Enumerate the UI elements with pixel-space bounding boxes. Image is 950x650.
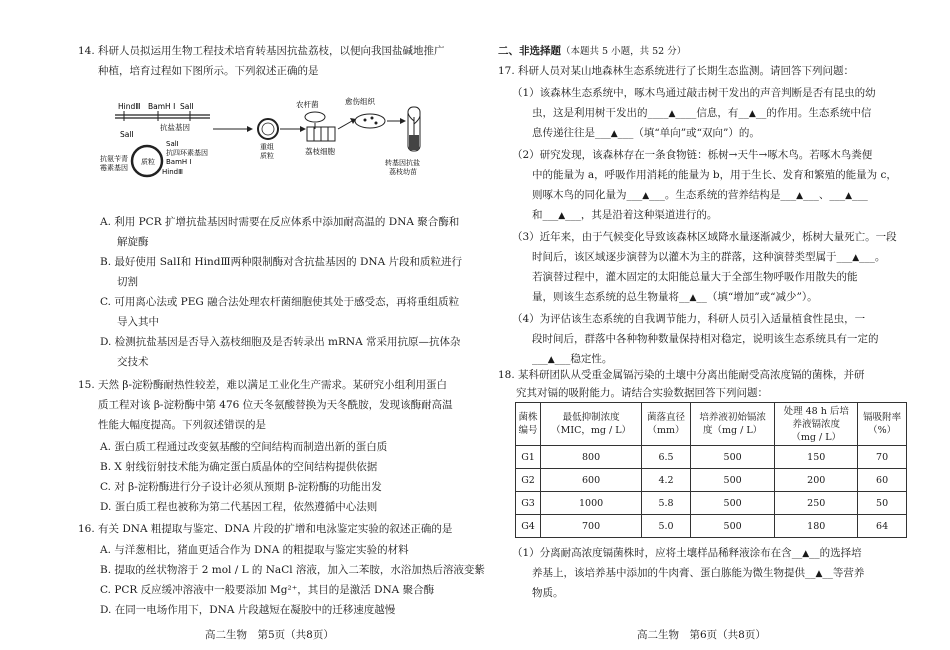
right-page-footer: 高二生物 第6页（共8页） [637,629,766,641]
blank-mark: ▲ [815,569,823,579]
table-row: G4 700 5.0 500 180 64 [516,515,907,538]
q17-3-line4: 量，则该生态系统的总生物量将__▲__（填“增加”或“减少”）。 [532,291,818,303]
q16-option-a: A. 与洋葱相比，猪血更适合作为 DNA 的粗提取与鉴定实验的材料 [100,544,409,556]
fig-plasmid-bam-label: BamH Ⅰ [166,158,192,166]
q14-option-d-line1: D. 检测抗盐基因是否导入荔枝细胞及是否转录出 mRNA 常采用抗原—抗体杂 [100,336,461,348]
fig-bamh1-label: BamH Ⅰ [148,102,176,111]
blank-mark: ▲ [642,191,650,201]
q17-2-line1: （2）研究发现，该森林存在一条食物链：栎树→天牛→啄木鸟。若啄木鸟粪便 [512,149,873,161]
q14-option-c-line2: 导入其中 [117,316,159,328]
blank-mark: ▲ [558,211,566,221]
table-row: G2 600 4.2 500 200 60 [516,469,907,492]
q16-stem: 16. 有关 DNA 粗提取与鉴定、DNA 片段的扩增和电泳鉴定实验的叙述正确的是 [78,523,453,535]
fig-plasmid-hind-label: HindⅢ [162,168,183,176]
fig-seedling-label2: 荔枝幼苗 [389,168,417,176]
q14-option-b-line1: B. 最好使用 SalⅠ和 HindⅢ两种限制酶对含抗盐基因的 DNA 片段和质粒进行 [100,256,463,268]
q15-option-a: A. 蛋白质工程通过改变氨基酸的空间结构而制造出新的蛋白质 [100,441,388,453]
q18-data-table [515,402,907,538]
col-header-diameter: 菌落直径 （mm） [642,403,691,446]
q17-1-line1: （1）该森林生态系统中，啄木鸟通过敲击树干发出的声音判断是否有昆虫的幼 [512,87,876,99]
fig-amp-label: 抗氨苄青 [100,155,128,163]
fig-seedling-label: 转基因抗盐 [385,159,420,167]
q15-option-d: D. 蛋白质工程也被称为第二代基因工程，依然遵循中心法则 [100,501,378,513]
q15-option-c: C. 对 β-淀粉酶进行分子设计必须从预期 β-淀粉酶的功能出发 [100,481,382,493]
fig-recomb-label2: 质粒 [260,152,274,160]
q17-2-line2: 中的能量为 a，呼吸作用消耗的能量为 b，用于生长、发育和繁殖的能量为 c， [532,169,897,181]
fig-agro-label: 农杆菌 [296,100,319,109]
q14-stem-line1: 14. 科研人员拟运用生物工程技术培育转基因抗盐荔枝，以便向我国盐碱地推广 [78,45,445,57]
blank-mark: ▲ [845,191,853,201]
blank-mark: ▲ [852,253,860,263]
q17-1-line2: 虫，这是利用树干发出的____▲____信息，有__▲__的作用。生态系统中信 [532,107,872,119]
q14-stem-line2: 种植，培育过程如下图所示。下列叙述正确的是 [98,65,319,77]
col-header-adsorption: 镉吸附率 （%） [858,403,907,446]
q18-1-line1: （1）分离耐高浓度镉菌株时，应将土壤样品稀释液涂布在含__▲__的选择培 [512,547,862,559]
q15-stem-line2: 质工程对该 β-淀粉酶中第 476 位天冬氨酸替换为天冬酰胺，发现该酶耐高温 [98,399,453,411]
q17-2-line4: 和___▲___，其是沿着这种渠道进行的。 [532,209,718,221]
blank-mark: ▲ [668,109,676,119]
table-row: G3 1000 5.8 500 250 50 [516,492,907,515]
section-title: 二、非选择题 [498,45,561,57]
fig-plasmid-label: 质粒 [141,158,155,166]
q17-3-line1: （3）近年来，由于气候变化导致该森林区域降水量逐渐减少，栎树大量死亡。一段 [512,231,897,243]
blank-mark: ▲ [748,109,756,119]
q16-option-b: B. 提取的丝状物溶于 2 mol / L 的 NaCl 溶液，加入二苯胺，水浴加热后溶液变紫 [100,564,485,576]
q17-1-line3: 息传递往往是___▲___（填“单向”或“双向”）的。 [532,127,760,139]
q16-option-c: C. PCR 反应缓冲溶液中一般要添加 Mg²⁺，其目的是激活 DNA 聚合酶 [100,584,435,596]
q14-option-a-line1: A. 利用 PCR 扩增抗盐基因时需要在反应体系中添加耐高温的 DNA 聚合酶和 [100,216,460,228]
table-header-row [516,403,907,446]
fig-callus-label: 愈伤组织 [345,97,375,106]
right-page [475,0,950,650]
section-note: （本题共 5 小题，共 52 分） [561,46,687,57]
q15-stem-line3: 性能大幅度提高。下列叙述错误的是 [98,419,266,431]
q17-3-line3: 若演替过程中，灌木固定的太阳能总量大于全部生物呼吸作用散失的能 [532,271,858,283]
q18-stem-line2: 究其对镉的吸附能力。请结合实验数据回答下列问题： [516,387,768,399]
col-header-strain: 菌株 编号 [516,403,541,446]
q15-option-b: B. X 射线衍射技术能为确定蛋白质晶体的空间结构提供依据 [100,461,378,473]
section-heading [498,44,686,59]
q15-stem-line1: 15. 天然 β-淀粉酶耐热性较差，难以满足工业化生产需求。某研究小组利用蛋白 [78,379,447,391]
q14-option-a-line2: 解旋酶 [117,236,149,248]
left-page-footer: 高二生物 第5页（共8页） [205,629,334,641]
q17-4-line3: ___▲___稳定性。 [532,353,613,365]
fig-recomb-label: 重组 [260,143,274,151]
q18-1-line2: 养基上，该培养基中添加的牛肉膏、蛋白胨能为微生物提供__▲__等营养 [532,567,865,579]
blank-mark: ▲ [547,355,555,365]
q17-4-line2: 段时间后，群落中各种物种数量保持相对稳定，说明该生态系统具有一定的 [532,333,879,345]
col-header-mic: 最低抑制浓度 （MIC，mg / L） [541,403,642,446]
q16-option-d: D. 在同一电场作用下，DNA 片段越短在凝胶中的迁移速度越慢 [100,604,396,616]
blank-mark: ▲ [796,191,804,201]
col-header-after48h: 处理 48 h 后培 养液镉浓度 （mg / L） [775,403,858,446]
blank-mark: ▲ [610,129,618,139]
fig-sal1-label: SalⅠ [180,102,194,111]
fig-amp-label2: 霉素基因 [100,164,128,172]
q17-4-line1: （4）为评估该生态系统的自我调节能力，科研人员引入适量植食性昆虫，一 [512,313,866,325]
q14-option-d-line2: 交技术 [117,356,149,368]
col-header-initial: 培养液初始镉浓 度（mg / L） [690,403,774,446]
fig-plasmid-sal-label: SalⅠ [166,140,179,148]
fig-left-sal-label: SalⅠ [120,130,134,139]
q14-process-figure [100,97,440,209]
fig-plasmid-tet-label: 抗四环素基因 [166,149,208,157]
q17-3-line2: 时间后，该区域逐步演替为以灌木为主的群落，这种演替类型属于___▲___。 [532,251,886,263]
q17-stem: 17. 科研人员对某山地森林生态系统进行了长期生态监测。请回答下列问题： [498,65,855,77]
q17-2-line3: 则啄木鸟的同化量为___▲___。生态系统的营养结构是___▲___、___▲___ [532,189,868,201]
q18-stem-line1: 18. 某科研团队从受重金属镉污染的土壤中分离出能耐受高浓度镉的菌株，并研 [498,369,865,381]
table-row: G1 800 6.5 500 150 70 [516,446,907,469]
q18-1-line3: 物质。 [532,587,564,599]
blank-mark: ▲ [802,549,810,559]
q14-option-b-line2: 切割 [117,276,138,288]
q14-option-c-line1: C. 可用离心法或 PEG 融合法处理农杆菌细胞使其处于感受态，再将重组质粒 [100,296,460,308]
fig-hind3-label: HindⅢ [118,102,141,111]
fig-salt-gene-label: 抗盐基因 [160,123,190,132]
blank-mark: ▲ [689,293,697,303]
fig-cells-label: 荔枝细胞 [305,147,335,156]
